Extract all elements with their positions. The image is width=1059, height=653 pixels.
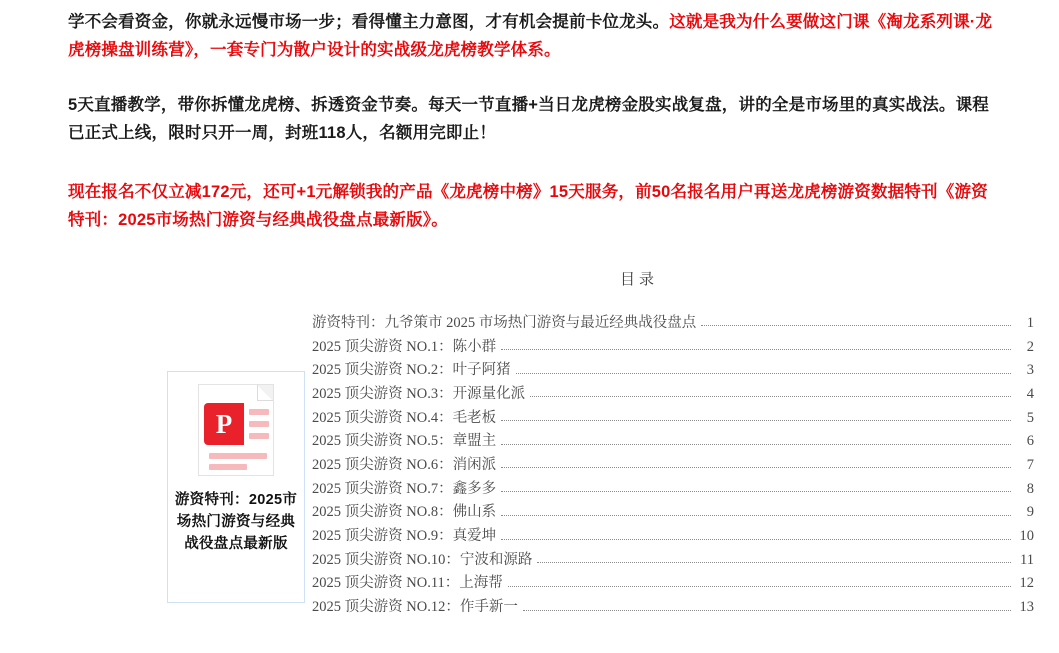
paragraph-spacer-1 (68, 65, 999, 91)
toc-entry-label: 2025 顶尖游资 NO.10：宁波和源路 (312, 551, 533, 568)
attachment-preview-block (68, 268, 1034, 616)
toc-entry-page: 1 (1026, 314, 1034, 331)
toc-entry-label: 2025 顶尖游资 NO.1：陈小群 (312, 338, 497, 355)
pdf-file-icon (198, 384, 274, 476)
toc-leader-dots (501, 412, 1011, 421)
toc-entry-page: 11 (1020, 551, 1034, 568)
paragraph-2: 5天直播教学，带你拆懂龙虎榜、拆透资金节奏。每天一节直播+当日龙虎榜金股实战复盘，讲的全是市场里的真实战法。课程已正式上线，限时只开一周，封班118人，名额用完即止！ (68, 95, 990, 143)
toc-entry-label: 2025 顶尖游资 NO.3：开源量化派 (312, 385, 526, 402)
paragraph-1-run-1: 学不会看资金，你就永远慢市场一步；看得懂主力意图，才有机会提前卡位龙头。 (68, 13, 670, 31)
toc-entry-label: 2025 顶尖游资 NO.12：作手新一 (312, 599, 518, 616)
doc-line-2 (249, 421, 269, 427)
toc-entry-label: 2025 顶尖游资 NO.5：章盟主 (312, 433, 497, 450)
toc-entry-page: 5 (1026, 409, 1034, 426)
toc-entry-label: 2025 顶尖游资 NO.9：真爱坤 (312, 528, 497, 545)
toc-entry[interactable] (312, 335, 1034, 359)
toc-entry[interactable] (312, 501, 1034, 525)
toc-leader-dots (523, 602, 1011, 611)
toc-entry[interactable] (312, 548, 1034, 572)
toc-entry[interactable] (312, 477, 1034, 501)
toc-leader-dots (537, 554, 1011, 563)
pdf-badge: P (204, 403, 244, 445)
toc-entry-page: 13 (1019, 599, 1034, 616)
toc-entry-label: 2025 顶尖游资 NO.11：上海帮 (312, 575, 503, 592)
paragraph-spacer-2 (68, 148, 999, 178)
toc-entry[interactable] (312, 453, 1034, 477)
toc-entry[interactable] (312, 406, 1034, 430)
toc-leader-dots (501, 459, 1011, 468)
toc-entry[interactable] (312, 382, 1034, 406)
paragraph-1-run-2: 这就是我为什么要做这门课《淘龙系列课·龙虎榜操盘训练营》，一套专门为散户设计的实战级龙虎榜教学体系。 (68, 13, 993, 60)
doc-line-3 (249, 433, 269, 439)
toc-leader-dots (530, 388, 1011, 397)
toc-entry-page: 7 (1026, 456, 1034, 473)
doc-line-1 (249, 409, 269, 415)
toc-leader-dots (501, 341, 1011, 350)
page-fold-edge (257, 385, 273, 401)
toc-leader-dots (508, 578, 1011, 587)
toc-entry-page: 6 (1026, 433, 1034, 450)
toc-entry-label: 2025 顶尖游资 NO.2：叶子阿猪 (312, 362, 511, 379)
toc-leader-dots (501, 436, 1011, 445)
toc-entry-page: 9 (1026, 504, 1034, 521)
toc-entry-page: 3 (1026, 362, 1034, 379)
attachment-card[interactable] (167, 371, 305, 603)
toc-entry-label: 游资特刊：九爷策市 2025 市场热门游资与最近经典战役盘点 (312, 314, 697, 331)
toc-entry-label: 2025 顶尖游资 NO.8：佛山系 (312, 504, 497, 521)
toc-entry[interactable] (312, 572, 1034, 596)
toc-entry-page: 4 (1026, 385, 1034, 402)
toc-leader-dots (501, 483, 1011, 492)
toc-entry-page: 8 (1026, 480, 1034, 497)
paragraph-1 (68, 8, 999, 65)
table-of-contents (244, 268, 1034, 619)
toc-entry-page: 12 (1019, 575, 1034, 592)
toc-entry-page: 2 (1026, 338, 1034, 355)
doc-line-5 (209, 464, 247, 470)
toc-leader-dots (501, 507, 1011, 516)
attachment-caption: 游资特刊：2025市场热门游资与经典战役盘点最新版 (174, 492, 298, 552)
toc-entry-label: 2025 顶尖游资 NO.6：消闲派 (312, 456, 497, 473)
toc-title: 目录 (619, 272, 658, 289)
toc-entry[interactable] (312, 311, 1034, 335)
toc-leader-dots (516, 365, 1011, 374)
toc-list (244, 311, 1034, 619)
toc-entry-page: 10 (1019, 528, 1034, 545)
toc-entry[interactable] (312, 524, 1034, 548)
toc-leader-dots (701, 317, 1011, 326)
toc-entry[interactable] (312, 430, 1034, 454)
doc-line-4 (209, 453, 267, 459)
toc-entry-label: 2025 顶尖游资 NO.7：鑫多多 (312, 480, 497, 497)
toc-entry[interactable] (312, 596, 1034, 620)
paragraph-3: 现在报名不仅立减172元，还可+1元解锁我的产品《龙虎榜中榜》15天服务，前50名报名用户再送龙虎榜游资数据特刊《游资特刊：2025市场热门游资与经典战役盘点最新版》。 (68, 182, 988, 229)
toc-entry[interactable] (312, 359, 1034, 383)
toc-leader-dots (501, 531, 1011, 540)
toc-entry-label: 2025 顶尖游资 NO.4：毛老板 (312, 409, 497, 426)
